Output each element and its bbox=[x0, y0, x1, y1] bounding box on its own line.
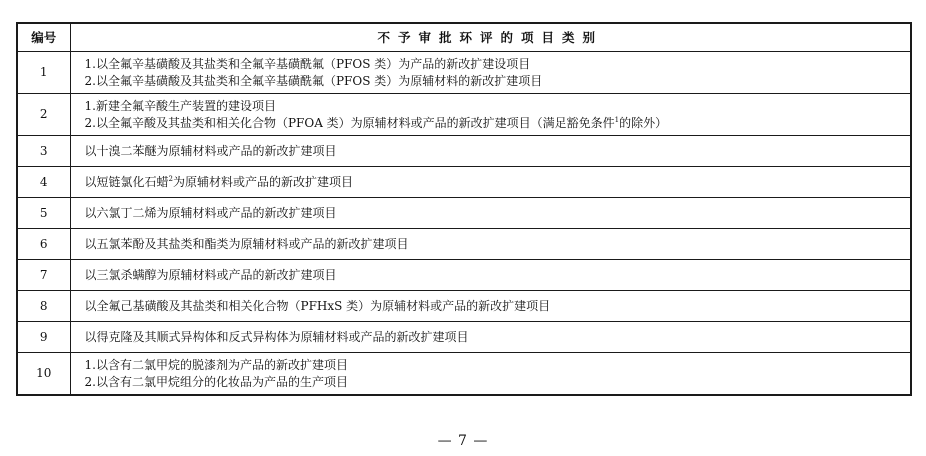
table-row bbox=[17, 52, 911, 94]
project-category-table bbox=[16, 22, 912, 396]
content-line: 1.以含有二氯甲烷的脱漆剂为产品的新改扩建项目 bbox=[84, 357, 348, 372]
row-content: 以得克隆及其顺式异构体和反式异构体为原辅材料或产品的新改扩建项目 bbox=[70, 322, 911, 353]
content-text: 2.以全氟辛酸及其盐类和相关化合物（PFOA 类）为原辅材料或产品的新改扩建项目（满足豁免条件 bbox=[84, 115, 615, 130]
row-number: 4 bbox=[17, 167, 70, 198]
row-number: 7 bbox=[17, 260, 70, 291]
table-row bbox=[17, 260, 911, 291]
row-number: 1 bbox=[17, 52, 70, 94]
table-row bbox=[17, 167, 911, 198]
page-number: — 7 — bbox=[437, 433, 489, 449]
row-content bbox=[70, 94, 911, 136]
row-number: 10 bbox=[17, 353, 70, 396]
row-content: 以三氯杀螨醇为原辅材料或产品的新改扩建项目 bbox=[70, 260, 911, 291]
row-number: 6 bbox=[17, 229, 70, 260]
row-content bbox=[70, 52, 911, 94]
table-row bbox=[17, 353, 911, 396]
content-line bbox=[85, 115, 911, 132]
table-container bbox=[16, 22, 910, 396]
content-text: 以短链氯化石蜡 bbox=[84, 174, 169, 189]
content-line: 2.以全氟辛基磺酸及其盐类和全氟辛基磺酰氟（PFOS 类）为原辅材料的新改扩建项目 bbox=[84, 73, 543, 88]
content-line: 1.以全氟辛基磺酸及其盐类和全氟辛基磺酰氟（PFOS 类）为产品的新改扩建设项目 bbox=[84, 56, 531, 71]
header-number: 编号 bbox=[17, 23, 70, 52]
row-content bbox=[70, 353, 911, 396]
row-content: 以十溴二苯醚为原辅材料或产品的新改扩建项目 bbox=[70, 136, 911, 167]
header-category: 不予审批环评的项目类别 bbox=[70, 23, 911, 52]
table-row bbox=[17, 198, 911, 229]
table-row bbox=[17, 291, 911, 322]
row-content: 以五氯苯酚及其盐类和酯类为原辅材料或产品的新改扩建项目 bbox=[70, 229, 911, 260]
table-row bbox=[17, 94, 911, 136]
footnote-marker: 2 bbox=[168, 174, 173, 183]
row-number: 9 bbox=[17, 322, 70, 353]
content-line: 2.以含有二氯甲烷组分的化妆品为产品的生产项目 bbox=[84, 374, 348, 389]
row-content bbox=[70, 167, 911, 198]
table-row bbox=[17, 229, 911, 260]
row-content: 以六氯丁二烯为原辅材料或产品的新改扩建项目 bbox=[70, 198, 911, 229]
row-number: 5 bbox=[17, 198, 70, 229]
row-number: 2 bbox=[17, 94, 70, 136]
row-content: 以全氟己基磺酸及其盐类和相关化合物（PFHxS 类）为原辅材料或产品的新改扩建项目 bbox=[70, 291, 911, 322]
row-number: 3 bbox=[17, 136, 70, 167]
table-row bbox=[17, 136, 911, 167]
row-number: 8 bbox=[17, 291, 70, 322]
content-line: 1.新建全氟辛酸生产装置的建设项目 bbox=[84, 98, 276, 113]
content-text: 的除外） bbox=[619, 115, 668, 130]
footnote-marker: 1 bbox=[614, 115, 620, 124]
table-header-row bbox=[17, 23, 911, 52]
table-row bbox=[17, 322, 911, 353]
content-text: 为原辅材料或产品的新改扩建项目 bbox=[172, 174, 353, 189]
